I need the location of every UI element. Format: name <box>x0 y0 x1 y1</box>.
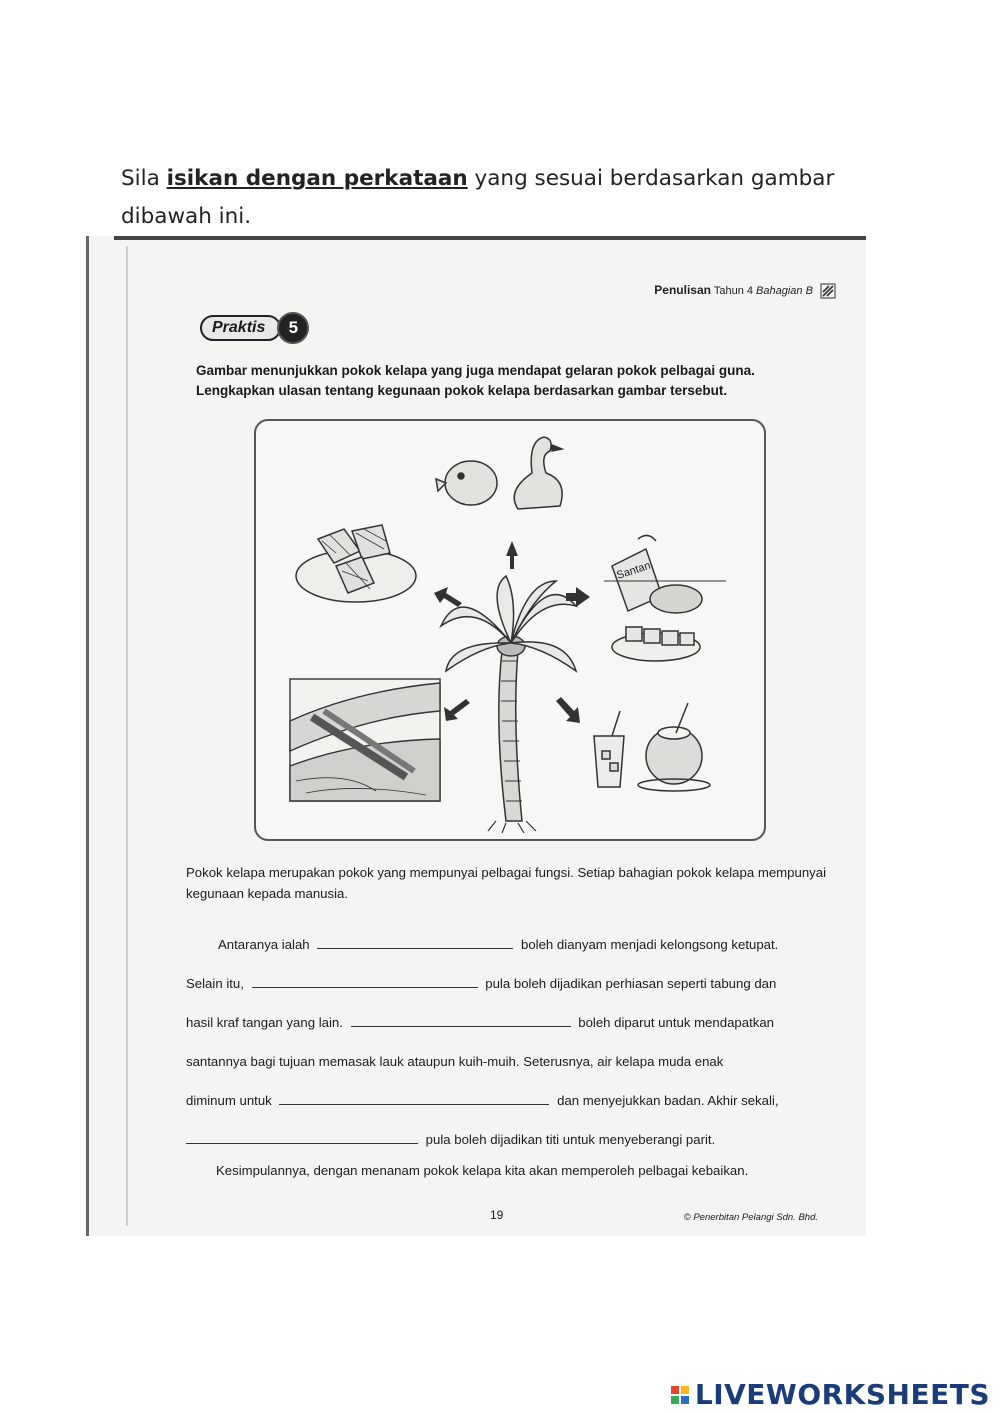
task-line-2: Lengkapkan ulasan tentang kegunaan pokok kelapa berdasarkan gambar tersebut. <box>196 383 728 398</box>
sentence-line-6 <box>186 1129 826 1150</box>
answer-blank-1[interactable] <box>317 936 513 949</box>
arrow-downright-icon <box>556 697 580 723</box>
line3-end: boleh diparut untuk mendapatkan <box>578 1015 774 1030</box>
task-line-1: Gambar menunjukkan pokok kelapa yang juga mendapat gelaran pokok pelbagai guna. <box>196 363 755 378</box>
line1-start: Antaranya ialah <box>218 937 310 952</box>
illustration-svg <box>256 421 764 839</box>
answer-blank-3[interactable] <box>351 1014 571 1027</box>
arrow-upleft-icon <box>434 587 462 607</box>
sentence-line-3 <box>186 1012 826 1033</box>
coconut-drink-icon <box>594 703 710 791</box>
line1-end: boleh dianyam menjadi kelongsong ketupat. <box>521 937 779 952</box>
header-year: Tahun 4 <box>710 285 757 297</box>
coconut-craft-icon <box>436 437 562 509</box>
answer-blank-4[interactable] <box>279 1092 549 1105</box>
task-instruction <box>196 361 816 401</box>
instruction-prefix: Sila <box>121 166 167 191</box>
praktis-number: 5 <box>277 312 309 344</box>
intro-paragraph: Pokok kelapa merupakan pokok yang mempunyai pelbagai fungsi. Setiap bahagian pokok kelapa mempunyai kegunaan kepada manusia. <box>186 865 827 901</box>
conclusion-line: Kesimpulannya, dengan menanam pokok kelapa kita akan memperoleh pelbagai kebaikan. <box>216 1163 749 1178</box>
line5-end: dan menyejukkan badan. Akhir sekali, <box>557 1093 779 1108</box>
instruction-suffix: yang sesuai berdasarkan gambar dibawah ini. <box>121 166 835 229</box>
line6-end: pula boleh dijadikan titi untuk menyeberangi parit. <box>425 1132 716 1147</box>
answer-blank-2[interactable] <box>252 975 478 988</box>
liveworksheets-brand[interactable] <box>671 1378 990 1411</box>
santan-kuih-icon <box>604 535 726 661</box>
line2-end: pula boleh dijadikan perhiasan seperti tabung dan <box>485 976 777 991</box>
scan-fold-line <box>126 246 128 1226</box>
sentence-line-5 <box>186 1090 826 1111</box>
page-number: 19 <box>490 1208 504 1222</box>
answer-blank-5[interactable] <box>186 1131 418 1144</box>
praktis-badge <box>200 314 309 342</box>
arrow-downleft-icon <box>444 699 470 721</box>
sentence-line-1 <box>186 934 826 955</box>
instruction-text <box>121 160 841 236</box>
sentence-line-2 <box>186 973 826 994</box>
scan-edge-left <box>86 236 89 1236</box>
line2-start: Selain itu, <box>186 976 244 991</box>
worksheet-header <box>654 283 836 299</box>
liveworksheets-logo-icon <box>671 1386 689 1404</box>
header-section: Bahagian B <box>756 285 813 297</box>
line5-start: diminum untuk <box>186 1093 272 1108</box>
header-subject: Penulisan <box>654 283 711 297</box>
brand-name: LIVEWORKSHEETS <box>694 1378 990 1411</box>
sentence-line-4: santannya bagi tujuan memasak lauk ataupun kuih-muih. Seterusnya, air kelapa muda enak <box>186 1054 724 1069</box>
ketupat-icon <box>296 525 416 602</box>
arrow-up-icon <box>506 541 518 569</box>
line3-start: hasil kraf tangan yang lain. <box>186 1015 343 1030</box>
copyright: © Penerbitan Pelangi Sdn. Bhd. <box>683 1212 818 1223</box>
signal-icon <box>820 283 836 299</box>
scan-edge-top <box>114 236 866 240</box>
instruction-highlight: isikan dengan perkataan <box>166 166 468 191</box>
santan-label: Santan <box>615 559 653 582</box>
log-bridge-icon <box>290 679 440 801</box>
praktis-label: Praktis <box>200 315 281 341</box>
coconut-tree-illustration <box>254 419 766 841</box>
scanned-worksheet <box>86 236 866 1236</box>
